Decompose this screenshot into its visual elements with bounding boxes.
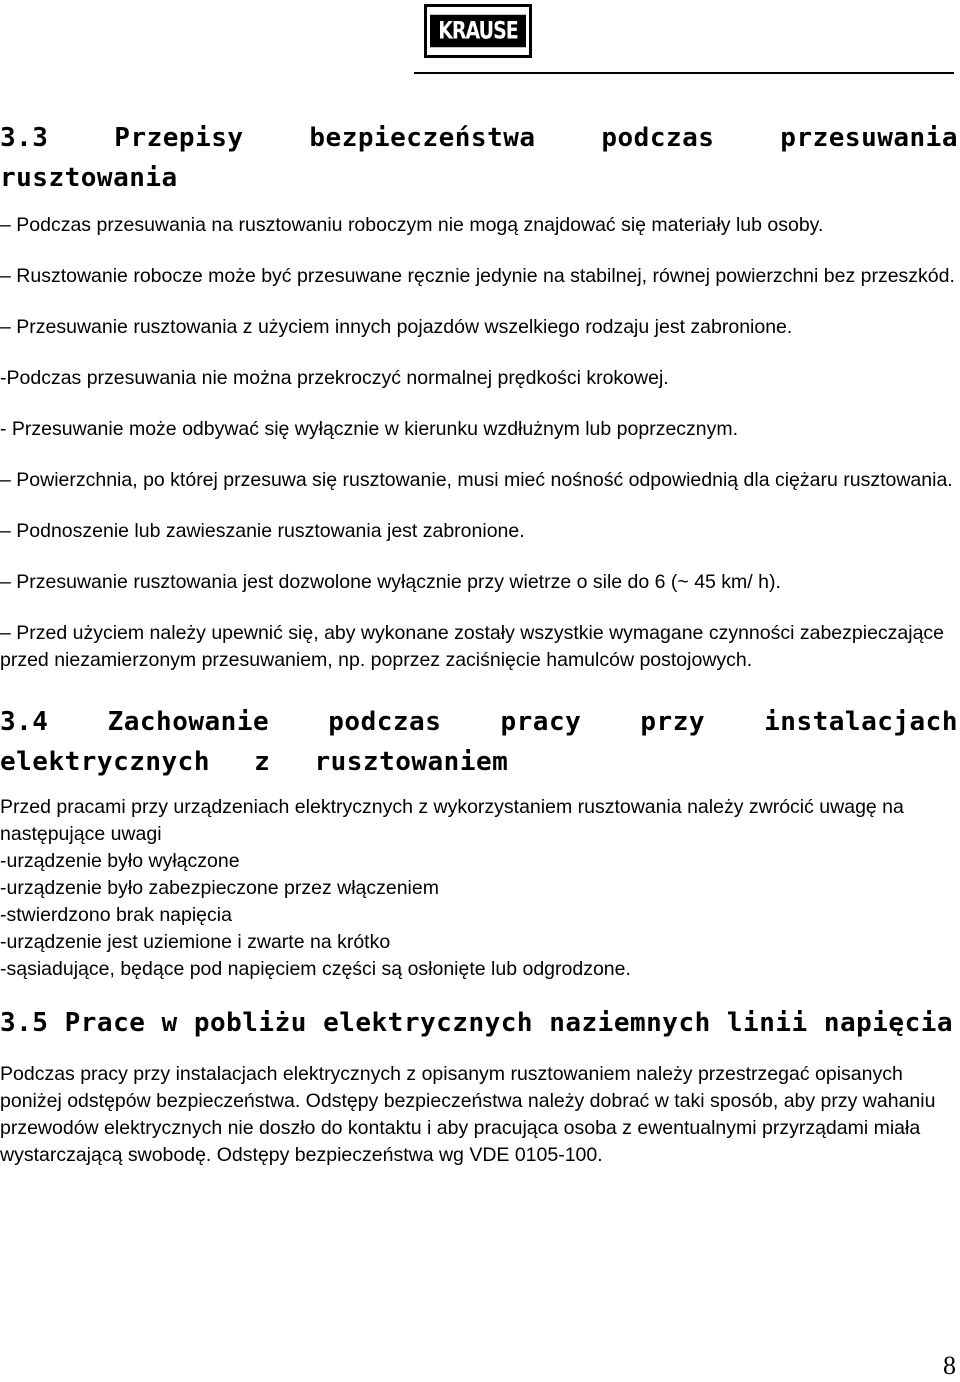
safety-rule: – Podnoszenie lub zawieszanie rusztowania jest zabronione. xyxy=(0,520,525,542)
safety-rule: – Przed użyciem należy upewnić się, aby wykonane zostały wszystkie wymagane czynności zabezpieczające przed niezamierzonym przesuwaniem, np. poprzez zaciśnięcie hamulców postojowych. xyxy=(0,622,945,671)
electrical-checklist xyxy=(0,794,958,983)
header-rule xyxy=(414,72,954,74)
safety-rule: - Przesuwanie może odbywać się wyłącznie w kierunku wzdłużnym lub poprzecznym. xyxy=(0,418,739,440)
safety-rule: – Podczas przesuwania na rusztowaniu roboczym nie mogą znajdować się materiały lub osoby. xyxy=(0,214,824,236)
krause-logo xyxy=(424,4,532,58)
section-3-4-title: 3.4 Zachowanie podczas pracy przy instalacjach elektrycznych z rusztowaniem xyxy=(0,707,958,777)
checklist-item: -stwierdzono brak napięcia xyxy=(0,904,232,926)
checklist-intro: Przed pracami przy urządzeniach elektrycznych z wykorzystaniem rusztowania należy zwrócić uwagę na następujące uwagi xyxy=(0,796,904,845)
checklist-item: -sąsiadujące, będące pod napięciem części są osłonięte lub odgrodzone. xyxy=(0,958,631,980)
checklist-item: -urządzenie jest uziemione i zwarte na krótko xyxy=(0,931,391,953)
section-3-3-title: 3.3 Przepisy bezpieczeństwa podczas przesuwania rusztowania xyxy=(0,123,958,193)
page-number: 8 xyxy=(943,1351,956,1380)
safety-rule: -Podczas przesuwania nie można przekroczyć normalnej prędkości krokowej. xyxy=(0,367,669,389)
safety-rule: – Powierzchnia, po której przesuwa się rusztowanie, musi mieć nośność odpowiednią dla ciężaru rusztowania. xyxy=(0,469,953,491)
document-body xyxy=(0,118,958,1169)
checklist-item: -urządzenie było wyłączone xyxy=(0,850,240,872)
safety-rule: – Przesuwanie rusztowania jest dozwolone wyłącznie przy wietrze o sile do 6 (~ 45 km/ h). xyxy=(0,571,781,593)
safety-rule: – Rusztowanie robocze może być przesuwane ręcznie jedynie na stabilnej, równej powierzchni bez przeszkód. xyxy=(0,265,955,287)
safety-rule: – Przesuwanie rusztowania z użyciem innych pojazdów wszelkiego rodzaju jest zabronione. xyxy=(0,316,793,338)
logo-text: KRAUSE xyxy=(430,15,526,48)
section-3-5-title: 3.5 Prace w pobliżu elektrycznych naziemnych linii napięcia xyxy=(0,1008,954,1038)
section-3-5-paragraph: Podczas pracy przy instalacjach elektrycznych z opisanym rusztowaniem należy przestrzegać opisanych poniżej odstępów bezpieczeństwa. Odstępy bezpieczeństwa należy dobrać w taki sposób, aby przy wahaniu przewodów elektrycznych nie doszło do kontaktu i aby pracująca osoba z ewentualnymi przyrządami miała wystarczającą swobodę. Odstępy bezpieczeństwa wg VDE 0105-100. xyxy=(0,1063,936,1166)
checklist-item: -urządzenie było zabezpieczone przez włączeniem xyxy=(0,877,439,899)
